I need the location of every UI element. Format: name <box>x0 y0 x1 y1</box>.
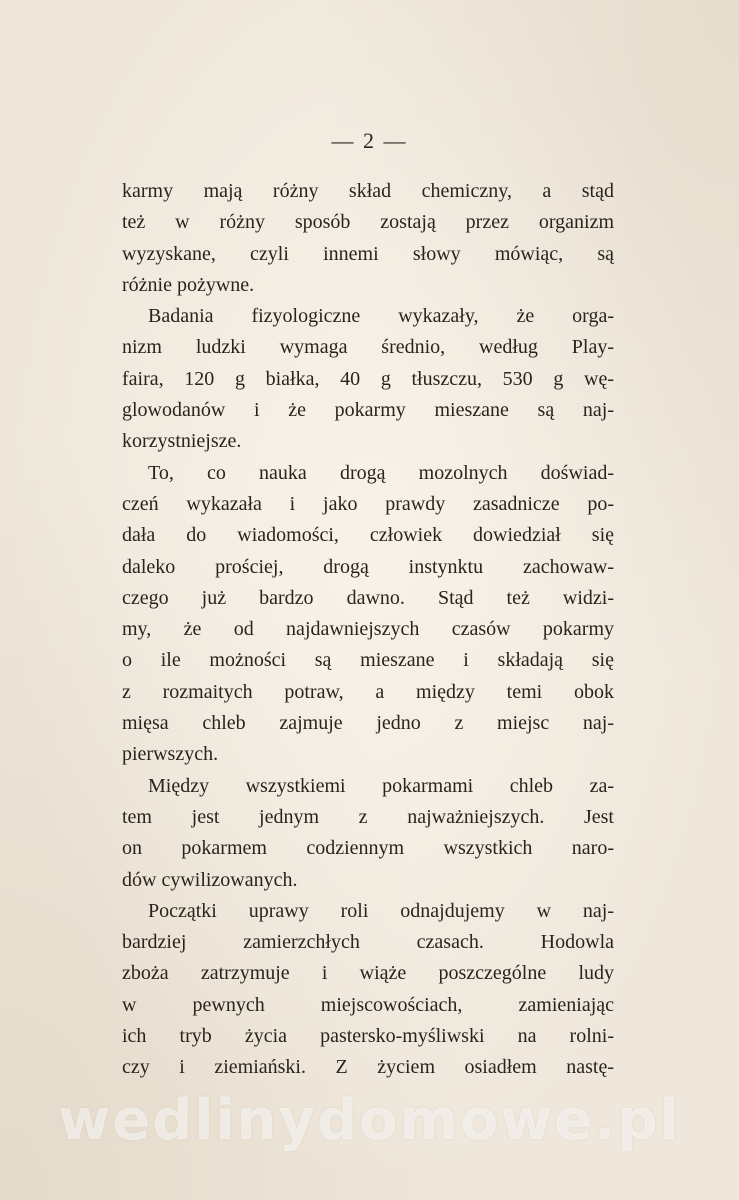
text-line: w pewnych miejscowościach, zamieniając <box>122 993 614 1016</box>
text-line: tem jest jednym z najważniejszych. Jest <box>122 805 614 828</box>
text-line: wyzyskane, czyli innemi słowy mówiąc, są <box>122 242 614 265</box>
text-line: o ile możności są mieszane i składają się <box>122 649 614 672</box>
body-text <box>122 176 614 1084</box>
page-number: — 2 — <box>331 128 408 153</box>
text-line: karmy mają różny skład chemiczny, a stąd <box>122 180 614 202</box>
text-line: mięsa chleb zajmuje jedno z miejsc naj- <box>122 712 614 735</box>
text-line: dów cywilizowanych. <box>122 868 298 891</box>
text-line: faira, 120 g białka, 40 g tłuszczu, 530 g wę- <box>122 367 614 390</box>
text-line: bardziej zamierzchłych czasach. Hodowla <box>122 931 614 954</box>
text-line: czeń wykazała i jako prawdy zasadnicze po- <box>122 492 614 515</box>
text-line: glowodanów i że pokarmy mieszane są naj- <box>122 399 614 422</box>
text-line: on pokarmem codziennym wszystkich naro- <box>122 837 614 860</box>
text-line: pierwszych. <box>122 743 219 766</box>
text-line: z rozmaitych potraw, a między temi obok <box>122 680 614 703</box>
watermark: wedlinydomowe.pl <box>58 1088 681 1153</box>
text-line: nizm ludzki wymaga średnio, według Play- <box>122 336 614 359</box>
paragraph-start-line: Badania fizyologiczne wykazały, że orga- <box>148 305 614 328</box>
text-line: daleko prościej, drogą instynktu zachowaw- <box>122 555 614 578</box>
paragraph-start-line: Między wszystkiemi pokarmami chleb za- <box>148 774 614 797</box>
text-line: różnie pożywne. <box>122 273 255 296</box>
text-line: czego już bardzo dawno. Stąd też widzi- <box>122 586 614 609</box>
text-line: czy i ziemiański. Z życiem osiadłem nastę- <box>122 1056 614 1079</box>
paragraph-start-line: To, co nauka drogą mozolnych doświad- <box>148 461 614 484</box>
text-line: korzystniejsze. <box>122 430 242 453</box>
text-line: my, że od najdawniejszych czasów pokarmy <box>122 618 614 641</box>
paragraph-start-line: Początki uprawy roli odnajdujemy w naj- <box>148 899 614 922</box>
text-line: dała do wiadomości, człowiek dowiedział się <box>122 524 614 547</box>
text-line: ich tryb życia pastersko-myśliwski na rolni- <box>122 1025 614 1048</box>
text-line: też w różny sposób zostają przez organizm <box>122 211 614 234</box>
text-line: zboża zatrzymuje i wiąże poszczególne ludy <box>122 962 614 985</box>
